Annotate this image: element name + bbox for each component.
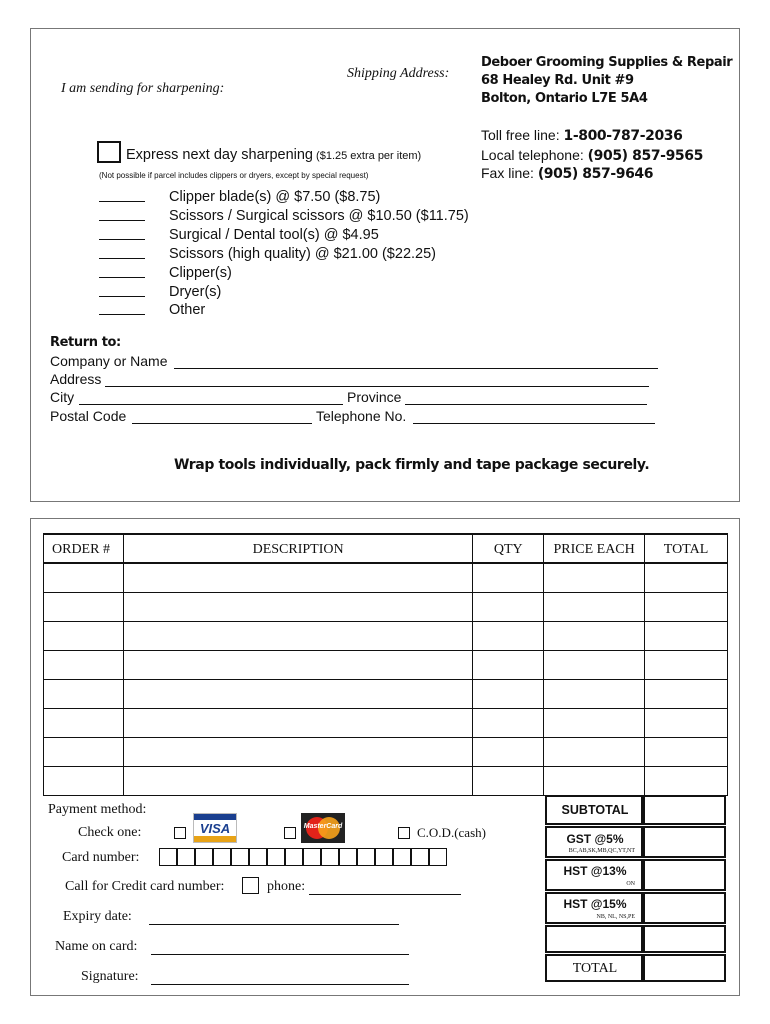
order-number-cell[interactable]	[44, 737, 124, 766]
description-cell[interactable]	[123, 592, 472, 621]
price-each-cell[interactable]	[544, 679, 645, 708]
hst15-label-box	[545, 892, 643, 924]
price-each-cell[interactable]	[544, 621, 645, 650]
toll-free-line: Toll free line: 1-800-787-2036	[481, 127, 683, 144]
toll-free-number: 1-800-787-2036	[563, 128, 683, 144]
subtotal-value-box[interactable]	[643, 795, 726, 825]
description-cell[interactable]	[123, 737, 472, 766]
card-digit-box[interactable]	[285, 848, 303, 866]
visa-logo: VISA	[193, 813, 237, 843]
gst-label: GST @5%	[566, 832, 624, 846]
card-digit-box[interactable]	[195, 848, 213, 866]
card-digit-box[interactable]	[231, 848, 249, 866]
phone-label: phone:	[267, 879, 306, 894]
signature-label: Signature:	[81, 969, 139, 984]
check-one-label: Check one:	[78, 825, 142, 840]
card-digit-box[interactable]	[249, 848, 267, 866]
header-description: DESCRIPTION	[123, 534, 472, 563]
total-label: TOTAL	[572, 961, 618, 976]
table-row	[44, 766, 728, 795]
total-cell[interactable]	[645, 737, 728, 766]
hst15-value-box[interactable]	[643, 892, 726, 924]
description-cell[interactable]	[123, 679, 472, 708]
card-digit-box[interactable]	[411, 848, 429, 866]
company-or-name-label: Company or Name	[50, 353, 168, 369]
hst13-value-box[interactable]	[643, 859, 726, 891]
company-street: 68 Healey Rd. Unit #9	[481, 73, 634, 88]
price-each-cell[interactable]	[544, 563, 645, 592]
total-cell[interactable]	[645, 766, 728, 795]
telephone-field[interactable]	[413, 408, 655, 424]
express-checkbox[interactable]	[97, 141, 121, 163]
postal-code-field[interactable]	[132, 408, 312, 424]
qty-cell[interactable]	[473, 650, 544, 679]
order-table	[43, 533, 728, 796]
card-digit-box[interactable]	[321, 848, 339, 866]
qty-cell[interactable]	[473, 679, 544, 708]
address-field[interactable]	[105, 371, 649, 387]
phone-field[interactable]	[309, 881, 461, 895]
order-number-cell[interactable]	[44, 708, 124, 737]
total-cell[interactable]	[645, 563, 728, 592]
hst13-provinces: ON	[626, 881, 635, 887]
qty-cell[interactable]	[473, 563, 544, 592]
order-table-header	[44, 534, 728, 563]
description-cell[interactable]	[123, 708, 472, 737]
shipping-address-label: Shipping Address:	[347, 66, 450, 81]
postal-code-label: Postal Code	[50, 408, 127, 424]
header-price-each: PRICE EACH	[544, 534, 645, 563]
total-cell[interactable]	[645, 650, 728, 679]
signature-field[interactable]	[151, 971, 409, 985]
hst13-label: HST @13%	[563, 864, 627, 878]
visa-checkbox[interactable]	[174, 827, 186, 839]
shipping-form-panel: I am sending for sharpening: Shipping Address: Deboer Grooming Supplies & Repair 68 Healey Rd. Unit #9 Bolton, Ontario L7E 5A4 Toll free line: 1-800-787-2036 Local telephone: (905) 857-9565 Fax line: (905) 857-9646 Express next day sharpening ($1.25 extra per item) (Not possible if parcel includes clippers or dryers, except by special request) Clipper blade(s) @ $7.50 ($8.75) Scissors / Surgical scissors @ $10.50 ($11.75) Surgical / Dental tool(s) @ $4.95 Scissors (high quality) @ $21.00 ($22.25) Clipper(s) Dryer(s) Other Return to: Company or Name Address City Province Postal Code Telephone No. Wrap tools individually, pack firmly and tape package securely.	[30, 28, 740, 502]
table-row	[44, 679, 728, 708]
subtotal-label-box	[545, 795, 643, 825]
sending-label: I am sending for sharpening:	[61, 81, 225, 96]
quantity-blank[interactable]	[99, 296, 145, 297]
header-total: TOTAL	[645, 534, 728, 563]
price-each-cell[interactable]	[544, 766, 645, 795]
payment-method-label: Payment method:	[48, 802, 147, 817]
gst-label-box	[545, 826, 643, 858]
telephone-label: Telephone No.	[316, 408, 407, 424]
order-number-cell[interactable]	[44, 679, 124, 708]
table-row	[44, 650, 728, 679]
express-option: Express next day sharpening ($1.25 extra per item)	[126, 147, 422, 163]
qty-cell[interactable]	[473, 766, 544, 795]
card-digit-box[interactable]	[213, 848, 231, 866]
header-qty: QTY	[473, 534, 544, 563]
province-field[interactable]	[405, 389, 647, 405]
address-label: Address	[50, 371, 102, 387]
header-order-number: ORDER #	[44, 534, 124, 563]
fax-number: (905) 857-9646	[537, 166, 654, 182]
quantity-blank[interactable]	[99, 258, 145, 259]
fax-line: Fax line: (905) 857-9646	[481, 165, 654, 182]
name-on-card-label: Name on card:	[55, 939, 138, 954]
order-number-cell[interactable]	[44, 592, 124, 621]
card-digit-box[interactable]	[429, 848, 447, 866]
description-cell[interactable]	[123, 650, 472, 679]
qty-cell[interactable]	[473, 621, 544, 650]
hst15-provinces: NB, NL, NS,PE	[596, 914, 635, 920]
company-name: Deboer Grooming Supplies & Repair	[481, 55, 733, 70]
subtotal-label: SUBTOTAL	[561, 803, 629, 817]
card-digit-box[interactable]	[159, 848, 177, 866]
qty-cell[interactable]	[473, 592, 544, 621]
return-to-heading: Return to:	[50, 335, 121, 350]
province-label: Province	[347, 389, 402, 405]
description-cell[interactable]	[123, 621, 472, 650]
total-cell[interactable]	[645, 679, 728, 708]
city-label: City	[50, 389, 75, 405]
card-digit-box[interactable]	[267, 848, 285, 866]
quantity-blank[interactable]	[99, 277, 145, 278]
hst15-label: HST @15%	[563, 897, 627, 911]
table-row	[44, 621, 728, 650]
name-on-card-field[interactable]	[151, 941, 409, 955]
quantity-blank[interactable]	[99, 220, 145, 221]
total-cell[interactable]	[645, 592, 728, 621]
table-row	[44, 592, 728, 621]
total-value-box[interactable]	[643, 954, 726, 982]
company-or-name-field[interactable]	[174, 353, 658, 369]
quantity-blank[interactable]	[99, 201, 145, 202]
city-field[interactable]	[79, 389, 343, 405]
card-number-label: Card number:	[62, 850, 140, 865]
quantity-blank[interactable]	[99, 239, 145, 240]
mastercard-checkbox[interactable]	[284, 827, 296, 839]
total-cell[interactable]	[645, 621, 728, 650]
description-cell[interactable]	[123, 766, 472, 795]
order-number-cell[interactable]	[44, 766, 124, 795]
expiry-date-label: Expiry date:	[63, 909, 132, 924]
order-number-cell[interactable]	[44, 650, 124, 679]
cod-label: C.O.D.(cash)	[417, 825, 486, 840]
mastercard-logo: MasterCard	[301, 813, 345, 843]
price-each-cell[interactable]	[544, 708, 645, 737]
express-note: (Not possible if parcel includes clippers or dryers, except by special request)	[99, 171, 369, 180]
local-telephone-number: (905) 857-9565	[587, 148, 703, 164]
company-city: Bolton, Ontario L7E 5A4	[481, 91, 648, 106]
blank-value-box[interactable]	[643, 925, 726, 953]
gst-provinces: BC,AB,SK,MB,QC,YT,NT	[568, 848, 635, 854]
price-each-cell[interactable]	[544, 650, 645, 679]
call-for-card-checkbox[interactable]	[242, 877, 259, 894]
local-telephone-line: Local telephone: (905) 857-9565	[481, 147, 703, 164]
card-digit-box[interactable]	[357, 848, 375, 866]
table-row	[44, 737, 728, 766]
expiry-date-field[interactable]	[149, 911, 399, 925]
price-each-cell[interactable]	[544, 592, 645, 621]
qty-cell[interactable]	[473, 708, 544, 737]
price-each-cell[interactable]	[544, 737, 645, 766]
gst-value-box[interactable]	[643, 826, 726, 858]
hst13-label-box	[545, 859, 643, 891]
card-digit-box[interactable]	[375, 848, 393, 866]
cod-checkbox[interactable]	[398, 827, 410, 839]
qty-cell[interactable]	[473, 737, 544, 766]
table-row	[44, 563, 728, 592]
card-digit-box[interactable]	[303, 848, 321, 866]
order-number-cell[interactable]	[44, 621, 124, 650]
card-digit-box[interactable]	[177, 848, 195, 866]
packing-instructions: Wrap tools individually, pack firmly and tape package securely.	[174, 457, 650, 473]
order-number-cell[interactable]	[44, 563, 124, 592]
blank-label-box	[545, 925, 643, 953]
quantity-blank[interactable]	[99, 314, 145, 315]
table-row	[44, 708, 728, 737]
card-digit-box[interactable]	[339, 848, 357, 866]
description-cell[interactable]	[123, 563, 472, 592]
total-label-box	[545, 954, 643, 982]
total-cell[interactable]	[645, 708, 728, 737]
call-for-card-label: Call for Credit card number:	[65, 879, 225, 894]
order-form-panel	[30, 518, 740, 996]
card-digit-box[interactable]	[393, 848, 411, 866]
